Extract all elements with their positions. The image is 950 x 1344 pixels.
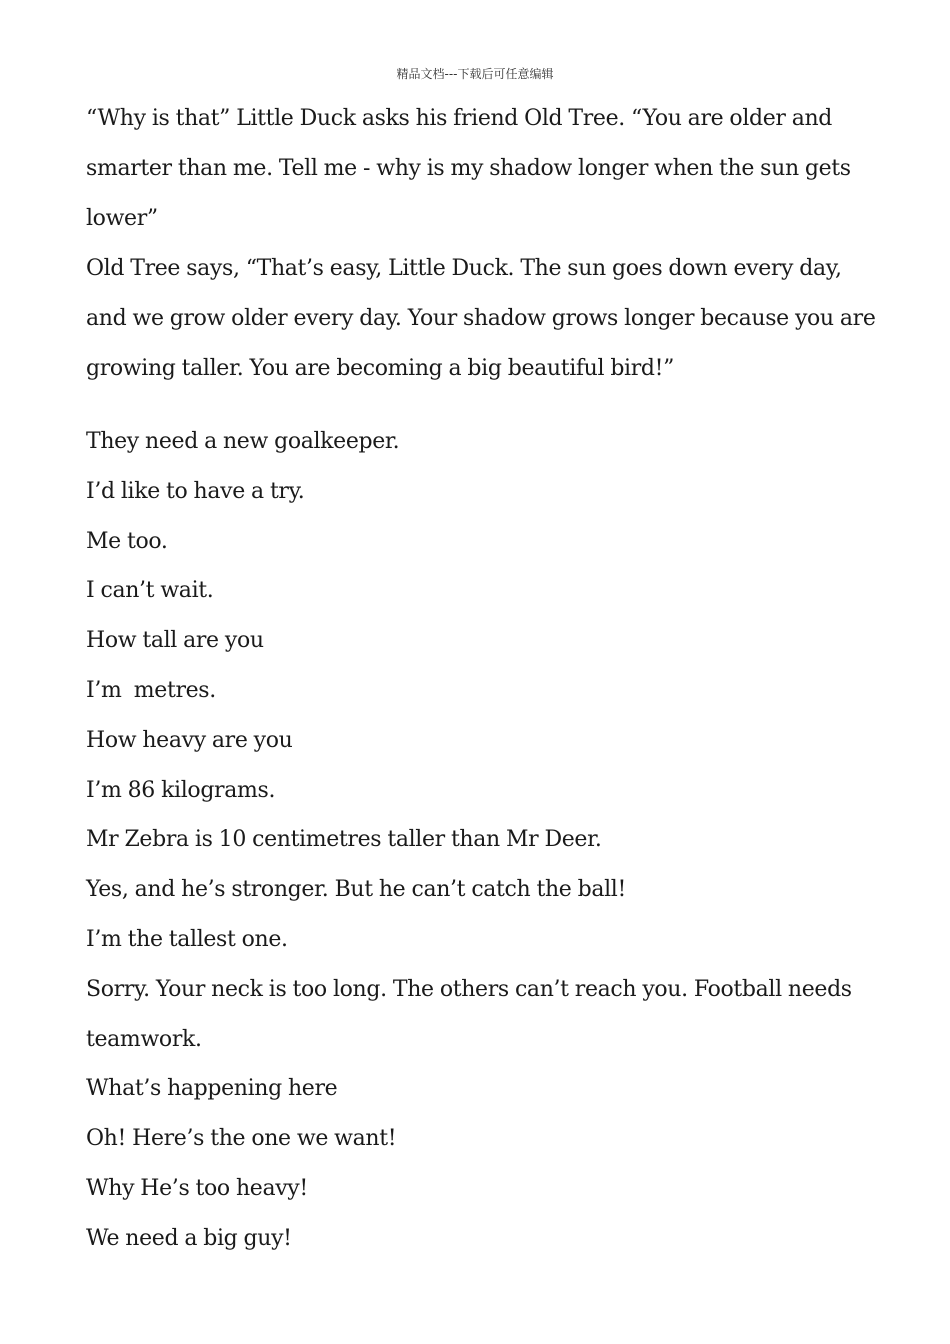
dialogue-line: We need a big guy! [86,1225,292,1251]
dialogue-line: Why He’s too heavy! [86,1175,308,1201]
dialogue-line: How tall are you [86,628,264,654]
dialogue-line: I’d like to have a try. [86,478,305,504]
dialogue-section [86,417,876,1264]
dialogue-line: How heavy are you [86,727,293,753]
story-paragraph: Old Tree says, “That’s easy, Little Duck. The sun goes down every day, and we grow older every day. Your shadow grows longer because you are growing taller. You are becoming a big beautiful bird!” [86,256,876,381]
dialogue-line: I’m metres. [86,677,216,703]
dialogue-line: Me too. [86,528,168,554]
dialogue-line: Yes, and he’s stronger. But he can’t catch the ball! [86,877,626,903]
dialogue-line: They need a new goalkeeper. [86,429,400,454]
dialogue-line: Oh! Here’s the one we want! [86,1126,397,1152]
dialogue-line: Mr Zebra is 10 centimetres taller than Mr Deer. [86,827,602,853]
dialogue-line: What’s happening here [86,1076,338,1102]
dialogue-line: Sorry. Your neck is too long. The others can’t reach you. Football needs teamwork. [86,976,858,1052]
dialogue-line: I’m the tallest one. [86,926,288,952]
dialogue-line: I can’t wait. [86,578,214,604]
page-header: 精品文档---下载后可任意编辑 [396,67,554,81]
dialogue-line: I’m 86 kilograms. [86,777,276,803]
story-section [86,94,876,394]
story-paragraph: “Why is that” Little Duck asks his friend Old Tree. “You are older and smarter than me. Tell me - why is my shadow longer when the sun gets lower” [86,106,851,231]
